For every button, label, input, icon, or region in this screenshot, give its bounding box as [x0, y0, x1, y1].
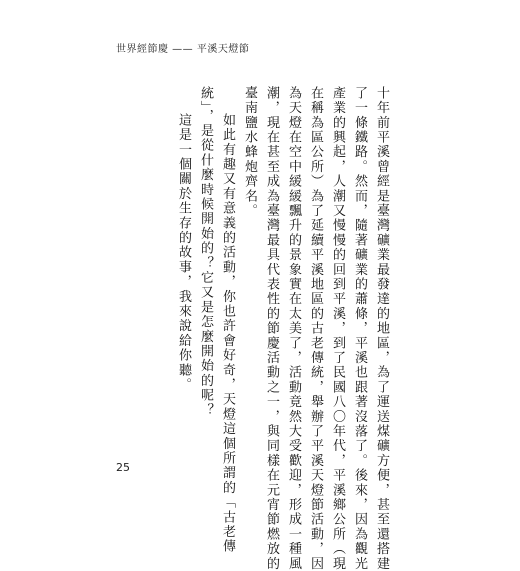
text-column: 了一條鐵路。然而，隨著礦業的蕭條，平溪也跟著沒落了。後來，因為觀光: [352, 86, 367, 571]
text-column: 十年前平溪曾經是臺灣礦業最發達的地區，為了運送煤礦方便，甚至還搭建: [374, 86, 389, 571]
text-column: 臺南鹽水蜂炮齊名。: [242, 86, 257, 219]
text-column: 為天燈在空中緩緩飄升的景象實在太美了，活動竟然大受歡迎，形成一種風: [286, 86, 301, 571]
page-number: 25: [116, 461, 130, 474]
body-text: [168, 86, 389, 571]
running-header: 世界經節慶 —— 平溪天燈節: [116, 44, 250, 55]
text-column: 這是一個關於生存的故事，我來說給你聽。: [176, 113, 191, 393]
text-column: 在稱為區公所）為了延續平溪地區的古老傳統，舉辦了平溪天燈節活動，因: [308, 86, 323, 571]
text-column: 產業的興起，人潮又慢慢的回到平溪，到了民國八〇年代，平溪鄉公所（現: [330, 86, 345, 571]
text-column: 如此有趣又有意義的活動，你也許會好奇，天燈這個所謂的「古老傳: [220, 113, 235, 554]
text-column: 潮，現在甚至成為臺灣最具代表性的節慶活動之一，與同樣在元宵節燃放的: [264, 86, 279, 571]
text-column: 統」，是從什麼時候開始的？它又是怎麼開始的呢？: [198, 86, 213, 418]
